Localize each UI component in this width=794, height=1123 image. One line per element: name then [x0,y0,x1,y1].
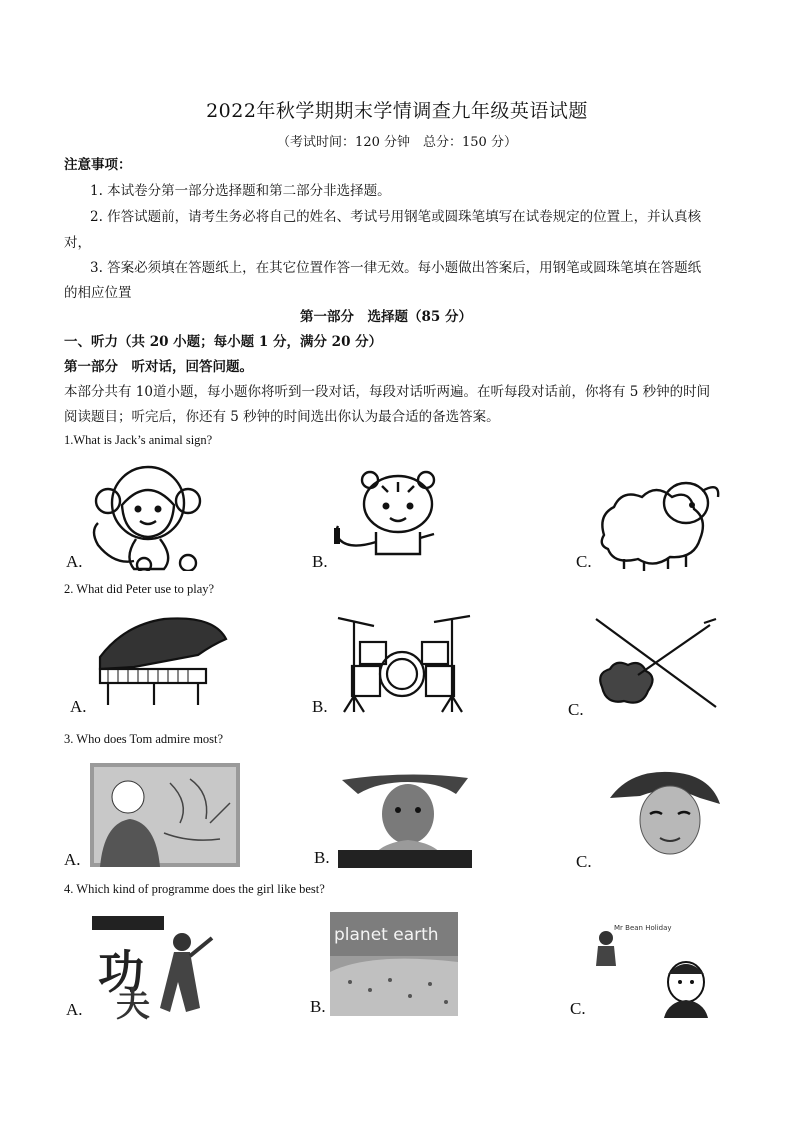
listening-section: 一、听力（共 20 小题；每小题 1 分，满分 20 分） [64,334,383,350]
violin-image [592,615,722,711]
q2-option-c: C. [568,700,584,719]
svg-text:夫: 夫 [116,985,150,1020]
actress-photo [600,768,726,864]
q1-option-c: C. [576,552,592,571]
planet-earth-text: planet earth [334,925,439,945]
instructions-line-1: 本部分共有 10道小题，每小题你将听到一段对话，每段对话听两遍。在听每段对话前，你将有 5 秒钟的时间 [64,384,711,400]
q2-option-a: A. [70,697,87,716]
q1-option-a: A. [66,552,83,571]
q4-option-c: C. [570,999,586,1018]
piano-image [94,615,230,707]
q3-option-b: B. [314,848,330,867]
scientist-photo [90,763,240,867]
sheep-image [594,475,728,571]
q2-option-b: B. [312,697,328,716]
question-3: 3. Who does Tom admire most? [64,732,224,746]
note-item-2-line-1: 2. 作答试题前，请考生务必将自己的姓名、考试号用钢笔或圆珠笔填写在试卷规定的位置上，并认真核 [90,209,702,225]
q4-option-a: A. [66,1000,83,1019]
planet-earth-poster [330,912,458,1016]
kungfu-title-text: 功 [98,945,144,999]
question-4: 4. Which kind of programme does the girl like best? [64,882,325,896]
part1-heading: 第一部分 选择题（85 分） [300,309,472,325]
kungfu-poster [90,912,218,1020]
note-item-3-line-1: 3. 答案必须填在答题纸上，在其它位置作答一律无效。每小题做出答案后，用钢笔或圆珠笔填在答题纸 [90,260,702,276]
q3-option-c: C. [576,852,592,871]
note-item-3-line-2: 的相应位置 [64,285,132,301]
q1-option-b: B. [312,552,328,571]
instructions-line-2: 阅读题目；听完后，你还有 5 秒钟的时间选出你认为最合适的备选答案。 [64,409,500,425]
mr-bean-caption: Mr Bean Holiday [614,924,672,932]
listening-subsection: 第一部分 听对话，回答问题。 [64,359,253,375]
exam-subtitle: （考试时间：120 分钟 总分：150 分） [277,135,517,150]
note-item-2-line-2: 对， [64,235,91,251]
mr-bean-poster [590,918,720,1018]
woman-photo [338,770,472,868]
note-item-1: 1. 本试卷分第一部分选择题和第二部分非选择题。 [90,183,391,199]
question-1: 1.What is Jack’s animal sign? [64,433,213,447]
monkey-image [84,465,214,571]
notes-heading: 注意事项： [64,157,132,173]
exam-title: 2022年秋学期期末学情调查九年级英语试题 [206,100,588,122]
question-2: 2. What did Peter use to play? [64,582,215,596]
drums-image [334,612,474,716]
q3-option-a: A. [64,850,81,869]
q4-option-b: B. [310,997,326,1016]
tiger-image [330,470,452,560]
